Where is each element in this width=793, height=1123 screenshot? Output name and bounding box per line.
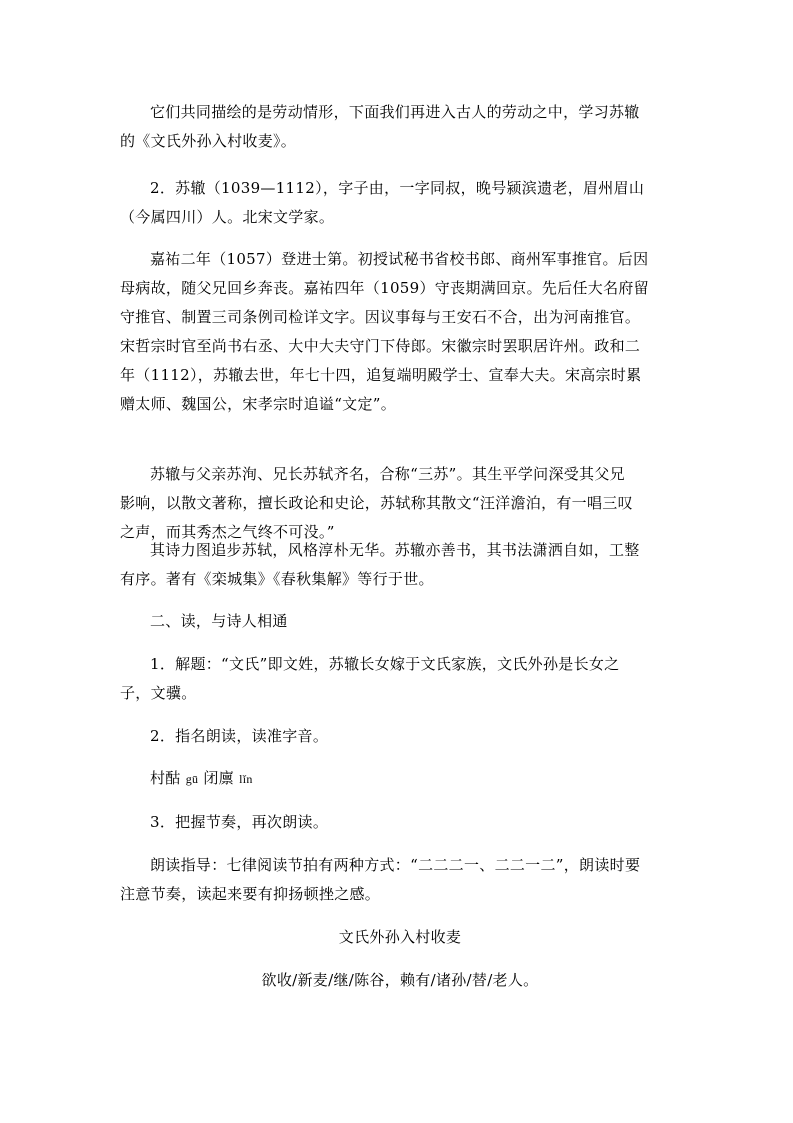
text-line: 年（1112），苏辙去世，年七十四，追复端明殿学士、宣奉大夫。宋高宗时累 <box>120 366 642 384</box>
pinyin-gu: gū <box>185 772 199 786</box>
text-line: 朗读指导：七律阅读节拍有两种方式：“二二二一、二二一二”，朗读时要 <box>150 856 641 874</box>
text-line: 注意节奏，读起来要有抑扬顿挫之感。 <box>120 885 381 903</box>
paragraph-read-aloud <box>120 722 680 751</box>
text-line: 之声，而其秀杰之气终不可没。” <box>120 523 335 541</box>
paragraph-transition <box>120 98 680 156</box>
section-heading-read <box>120 607 680 636</box>
text-line: 影响，以散文著称，擅长政论和史论，苏轼称其散文“汪洋澹泊，有一唱三叹 <box>120 494 633 512</box>
text-line: 嘉祐二年（1057）登进士第。初授试秘书省校书郎、商州军事推官。后因 <box>150 250 649 268</box>
text-line: 二、读，与诗人相通 <box>150 612 288 630</box>
paragraph-author-career <box>120 245 680 419</box>
word-cungu: 村酤 <box>150 769 181 787</box>
poem-title: 文氏外孙入村收麦 <box>338 928 462 946</box>
text-line: 苏辙与父亲苏洵、兄长苏轼齐名，合称“三苏”。其生平学问深受其父兄 <box>150 465 625 483</box>
paragraph-author-intro <box>120 174 680 232</box>
text-line: 子，文骥。 <box>120 684 197 702</box>
poem-line: 欲收/新麦/继/陈谷，赖有/诸孙/替/老人。 <box>261 971 539 989</box>
text-line: 1．解题：“文氏”即文姓，苏辙长女嫁于文氏家族，文氏外孙是长女之 <box>150 655 620 673</box>
pinyin-lin: lǐn <box>239 772 253 786</box>
text-line: （今属四川）人。北宋文学家。 <box>120 208 335 226</box>
text-line: 宋哲宗时官至尚书右丞、大中大夫守门下侍郎。宋徽宗时罢职居许州。政和二 <box>120 337 641 355</box>
paragraph-title-explanation <box>120 650 680 708</box>
text-line <box>120 764 680 794</box>
text-line: 赠太师、魏国公，宋孝宗时追谥“文定”。 <box>120 395 397 413</box>
text-line: 3．把握节奏，再次朗读。 <box>150 813 329 831</box>
text-line: 有序。著有《栾城集》《春秋集解》等行于世。 <box>120 570 434 588</box>
text-line: 其诗力图追步苏轼，风格淳朴无华。苏辙亦善书，其书法潇洒自如，工整 <box>150 541 640 559</box>
text-line: 守推官、制置三司条例司检详文字。因议事每与王安石不合，出为河南推官。 <box>120 308 641 326</box>
paragraph-rhythm <box>120 808 680 837</box>
paragraph-reading-guide <box>120 851 680 909</box>
text-line: 2．指名朗读，读准字音。 <box>150 727 329 745</box>
text-line: 它们共同描绘的是劳动情形，下面我们再进入古人的劳动之中，学习苏辙 <box>150 103 640 121</box>
text-line: 2．苏辙（1039—1112），字子由，一字同叔，晚号颍滨遗老，眉州眉山 <box>150 179 645 197</box>
text-line: 的《文氏外孙入村收麦》。 <box>120 132 297 150</box>
pronunciation-note <box>120 764 680 794</box>
paragraph-three-su <box>120 460 680 547</box>
word-bilin: 闭廪 <box>203 769 234 787</box>
paragraph-poetry-style <box>120 536 680 594</box>
text-line: 母病故，随父兄回乡奔丧。嘉祐四年（1059）守丧期满回京。先后任大名府留 <box>120 279 649 297</box>
